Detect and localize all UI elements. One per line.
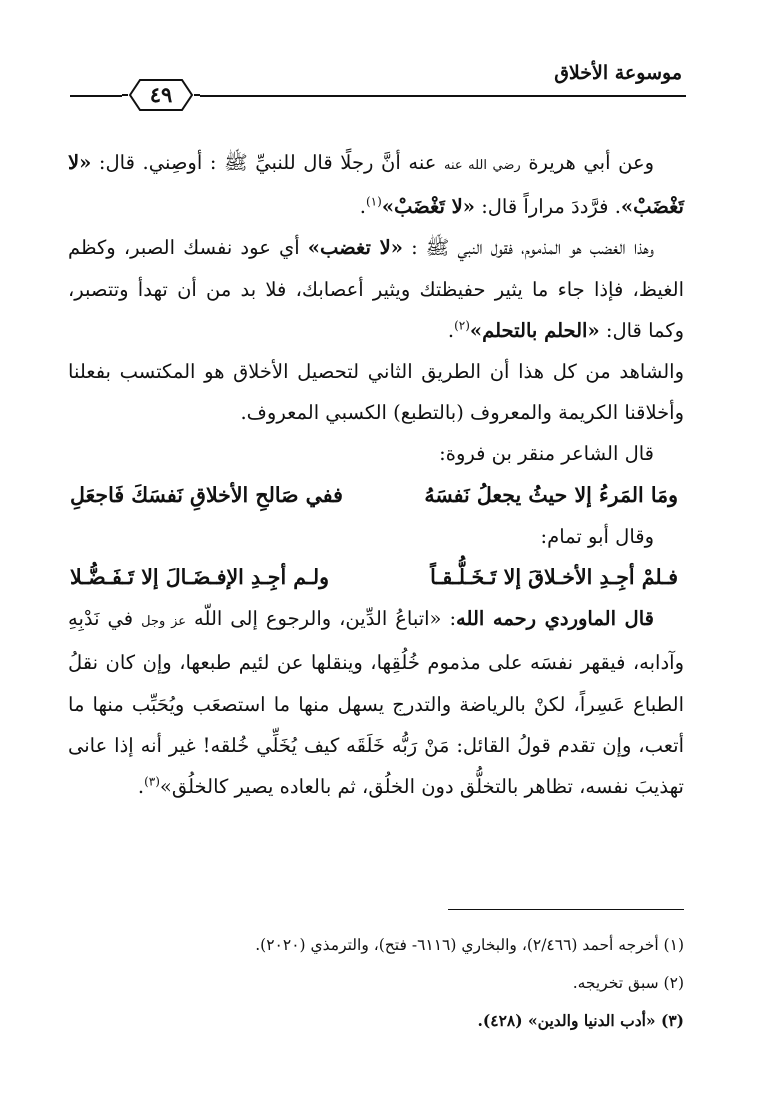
footnote-3: (٣) «أدب الدنيا والدين» (٤٢٨).	[477, 1011, 684, 1030]
p1-text-g: . فرَّددَ مراراً قال:	[475, 195, 621, 219]
paragraph-1	[68, 142, 684, 227]
quote-la-taghdab: «لا تَغْضَبْ»	[68, 151, 684, 219]
footnote-1: (١) أخرجه أحمد (٢/٤٦٦)، والبخاري (٦١١٦- فتح)، والترمذي (٢٠٢٠).	[255, 936, 684, 954]
footnote-ref-1[interactable]: (١)	[365, 194, 382, 209]
verse-2	[68, 557, 684, 598]
paragraph-6	[68, 598, 684, 807]
p6-text-d: في نَدْبِهِ وآدابه، فيقهر نفسَه على مذموم خُلُقِها، وينقلها عن لئيم طبعها، وإن كان نقلُ الطباع عَسِراً، لكنْ بالرياضة والتدرج يسهل منها ما استصعَب ويُحَبِّب منها ما أتعب، وإن تقدم قولُ القائل: مَنْ رَبُّه خَلَقَه كيف يُخَلِّي خُلقه! غير أنه إذا عانى تهذيبَ نفسه، تظاهر بالتخلُّق دون الخلُق، ثم بالعاده يصير كالخلُق»	[68, 607, 684, 799]
honorific-radiallahu: رضي الله عنه	[443, 158, 521, 173]
page-number: ٤٩	[149, 82, 173, 107]
p2-text-c: :	[402, 236, 426, 260]
running-header-title: موسوعة الأخلاق	[554, 62, 682, 84]
honorific-salla-icon: ﷺ	[224, 151, 248, 174]
footnote-ref-3[interactable]: (٣)	[144, 774, 160, 789]
page-number-badge	[118, 76, 204, 114]
paragraph-4: قال الشاعر منقر بن فروة:	[439, 442, 654, 466]
header-rule-left	[70, 95, 122, 97]
footnote-separator	[448, 909, 684, 910]
p1-end: .	[359, 195, 366, 219]
quote-la-taghdab-3: «لا تغضب»	[307, 236, 403, 260]
verse-2-first-hemistich: فـلمْ أجِـدِ الأخـلاقَ إلا تَـخَـلُّـقـاً	[430, 565, 678, 590]
quote-hilm: «الحلم بالتحلم»	[469, 318, 600, 342]
quote-la-taghdab-2: «لا تَغْضَبْ»	[381, 195, 475, 219]
footnote-2: (٢) سبق تخريجه.	[572, 974, 684, 992]
author-mawardi: قال الماوردي رحمه الله	[456, 607, 654, 631]
footnotes	[68, 926, 684, 1040]
paragraph-3: والشاهد من كل هذا أن الطريق الثاني لتحصيل الأخلاق هو المكتسب بفعلنا وأخلاقنا الكريمة والمعروف (بالتطبع) الكسبي المعروف.	[68, 360, 684, 425]
p2-text-a: وهذا الغضب هو المذموم، فقول النبي	[449, 236, 654, 260]
p2-text-e: أي عود نفسك الصبر، وكظم الغيظ، فإذا جاء ما يثير حفيظتك ويثير أعصابك، فلا بد من أن تهدأ وتتصبر، وكما قال:	[68, 236, 684, 342]
verse-1-first-hemistich: ومَا المَرءُ إلا حيثُ يجعلُ نَفسَهُ	[424, 482, 678, 507]
p1-text-a: وعن أبي هريرة	[520, 151, 654, 174]
verse-1-second-hemistich: ففي صَالحِ الأخلاقِ نَفسَكَ فَاجعَلِ	[70, 482, 343, 507]
p2-end: .	[447, 318, 455, 342]
p6-end: .	[137, 775, 145, 799]
p1-text-c: عنه أنَّ رجلًا قال للنبيِّ	[247, 151, 444, 174]
main-text	[68, 142, 684, 807]
p6-text-b: : «اتباعُ الدِّين، والرجوع إلى اللّه	[186, 607, 457, 631]
verse-2-second-hemistich: ولـم أجِـدِ الإفـضَـالَ إلا تَـفَـضُّـلا	[70, 565, 330, 590]
paragraph-2	[68, 227, 684, 351]
verse-1	[68, 475, 684, 516]
footnote-ref-2[interactable]: (٢)	[454, 318, 470, 333]
header-rule	[200, 95, 686, 97]
paragraph-5: وقال أبو تمام:	[540, 524, 654, 548]
honorific-salla-icon-2: ﷺ	[425, 236, 450, 260]
honorific-azza-wajal: عز وجل	[141, 614, 187, 630]
p1-text-e: : أوصِني. قال:	[91, 151, 225, 174]
